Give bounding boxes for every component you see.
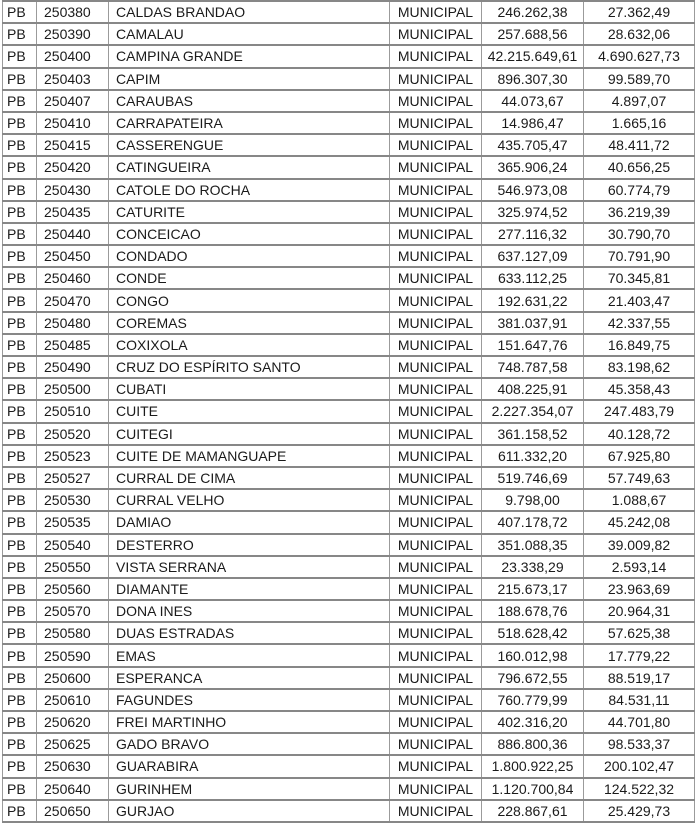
cell-state-code: PB <box>3 245 37 267</box>
cell-value-2: 60.774,79 <box>584 179 695 201</box>
table-row <box>3 578 695 600</box>
cell-municipality-name: GURJAO <box>109 800 390 822</box>
cell-sphere: MUNICIPAL <box>390 156 482 178</box>
cell-sphere: MUNICIPAL <box>390 23 482 45</box>
cell-value-1: 160.012,98 <box>482 644 584 666</box>
cell-value-2: 98.533,37 <box>584 733 695 755</box>
cell-state-code: PB <box>3 556 37 578</box>
cell-municipality-name: CONCEICAO <box>109 223 390 245</box>
cell-municipality-name: VISTA SERRANA <box>109 556 390 578</box>
table-row <box>3 68 695 90</box>
table-row <box>3 778 695 800</box>
cell-value-2: 57.625,38 <box>584 622 695 644</box>
cell-value-1: 633.112,25 <box>482 267 584 289</box>
cell-state-code: PB <box>3 378 37 400</box>
cell-state-code: PB <box>3 489 37 511</box>
cell-state-code: PB <box>3 733 37 755</box>
table-row <box>3 489 695 511</box>
cell-state-code: PB <box>3 534 37 556</box>
cell-sphere: MUNICIPAL <box>390 334 482 356</box>
table-row <box>3 556 695 578</box>
cell-sphere: MUNICIPAL <box>390 356 482 378</box>
cell-value-1: 518.628,42 <box>482 622 584 644</box>
cell-municipality-code: 250470 <box>37 289 109 311</box>
cell-sphere: MUNICIPAL <box>390 800 482 822</box>
cell-municipality-name: CONGO <box>109 289 390 311</box>
cell-municipality-name: CUITEGI <box>109 423 390 445</box>
cell-sphere: MUNICIPAL <box>390 445 482 467</box>
cell-municipality-code: 250415 <box>37 134 109 156</box>
table-row <box>3 223 695 245</box>
cell-municipality-name: ESPERANCA <box>109 667 390 689</box>
table-row <box>3 90 695 112</box>
cell-municipality-name: GURINHEM <box>109 778 390 800</box>
table-row <box>3 800 695 822</box>
table-row <box>3 755 695 777</box>
cell-sphere: MUNICIPAL <box>390 600 482 622</box>
cell-value-1: 896.307,30 <box>482 68 584 90</box>
table-row <box>3 733 695 755</box>
table-row <box>3 112 695 134</box>
cell-municipality-code: 250560 <box>37 578 109 600</box>
table-row <box>3 312 695 334</box>
cell-municipality-name: FAGUNDES <box>109 689 390 711</box>
cell-municipality-code: 250550 <box>37 556 109 578</box>
cell-state-code: PB <box>3 134 37 156</box>
cell-sphere: MUNICIPAL <box>390 733 482 755</box>
cell-sphere: MUNICIPAL <box>390 223 482 245</box>
cell-value-1: 637.127,09 <box>482 245 584 267</box>
table-row <box>3 179 695 201</box>
cell-value-1: 796.672,55 <box>482 667 584 689</box>
cell-value-1: 228.867,61 <box>482 800 584 822</box>
cell-state-code: PB <box>3 423 37 445</box>
table-row <box>3 445 695 467</box>
cell-sphere: MUNICIPAL <box>390 778 482 800</box>
cell-value-1: 435.705,47 <box>482 134 584 156</box>
table-body <box>3 1 695 822</box>
cell-sphere: MUNICIPAL <box>390 289 482 311</box>
cell-state-code: PB <box>3 312 37 334</box>
cell-municipality-code: 250450 <box>37 245 109 267</box>
cell-municipality-name: GUARABIRA <box>109 755 390 777</box>
cell-municipality-name: CUITE <box>109 400 390 422</box>
cell-value-1: 886.800,36 <box>482 733 584 755</box>
cell-value-1: 42.215.649,61 <box>482 45 584 67</box>
table-row <box>3 45 695 67</box>
cell-value-2: 28.632,06 <box>584 23 695 45</box>
table-row <box>3 644 695 666</box>
cell-value-1: 611.332,20 <box>482 445 584 467</box>
cell-municipality-code: 250410 <box>37 112 109 134</box>
table-row <box>3 534 695 556</box>
cell-value-1: 365.906,24 <box>482 156 584 178</box>
cell-municipality-name: CONDADO <box>109 245 390 267</box>
cell-sphere: MUNICIPAL <box>390 112 482 134</box>
table-row <box>3 622 695 644</box>
cell-state-code: PB <box>3 45 37 67</box>
cell-municipality-name: CALDAS BRANDAO <box>109 1 390 23</box>
cell-value-1: 188.678,76 <box>482 600 584 622</box>
cell-state-code: PB <box>3 179 37 201</box>
table-row <box>3 511 695 533</box>
cell-value-2: 23.963,69 <box>584 578 695 600</box>
cell-value-1: 351.088,35 <box>482 534 584 556</box>
cell-state-code: PB <box>3 23 37 45</box>
table-row <box>3 689 695 711</box>
cell-value-1: 246.262,38 <box>482 1 584 23</box>
cell-value-2: 36.219,39 <box>584 201 695 223</box>
cell-municipality-code: 250640 <box>37 778 109 800</box>
cell-municipality-code: 250380 <box>37 1 109 23</box>
cell-value-1: 192.631,22 <box>482 289 584 311</box>
cell-municipality-code: 250480 <box>37 312 109 334</box>
table-row <box>3 245 695 267</box>
cell-value-1: 546.973,08 <box>482 179 584 201</box>
cell-value-2: 40.128,72 <box>584 423 695 445</box>
cell-value-2: 45.358,43 <box>584 378 695 400</box>
cell-value-1: 407.178,72 <box>482 511 584 533</box>
cell-sphere: MUNICIPAL <box>390 312 482 334</box>
table-row <box>3 356 695 378</box>
cell-state-code: PB <box>3 622 37 644</box>
cell-state-code: PB <box>3 644 37 666</box>
table-row <box>3 156 695 178</box>
cell-municipality-name: CASSERENGUE <box>109 134 390 156</box>
cell-municipality-code: 250440 <box>37 223 109 245</box>
cell-sphere: MUNICIPAL <box>390 644 482 666</box>
cell-municipality-name: CRUZ DO ESPÍRITO SANTO <box>109 356 390 378</box>
cell-state-code: PB <box>3 755 37 777</box>
cell-value-1: 277.116,32 <box>482 223 584 245</box>
cell-municipality-name: CAPIM <box>109 68 390 90</box>
cell-value-2: 70.345,81 <box>584 267 695 289</box>
cell-municipality-code: 250420 <box>37 156 109 178</box>
cell-municipality-code: 250580 <box>37 622 109 644</box>
cell-sphere: MUNICIPAL <box>390 90 482 112</box>
cell-municipality-code: 250650 <box>37 800 109 822</box>
cell-state-code: PB <box>3 201 37 223</box>
cell-municipality-name: CATURITE <box>109 201 390 223</box>
table-row <box>3 201 695 223</box>
cell-sphere: MUNICIPAL <box>390 423 482 445</box>
cell-state-code: PB <box>3 356 37 378</box>
cell-municipality-name: CATINGUEIRA <box>109 156 390 178</box>
cell-municipality-name: CARAUBAS <box>109 90 390 112</box>
cell-value-2: 2.593,14 <box>584 556 695 578</box>
cell-municipality-name: CURRAL DE CIMA <box>109 467 390 489</box>
cell-value-2: 40.656,25 <box>584 156 695 178</box>
cell-state-code: PB <box>3 800 37 822</box>
cell-state-code: PB <box>3 68 37 90</box>
table-row <box>3 400 695 422</box>
cell-sphere: MUNICIPAL <box>390 179 482 201</box>
cell-value-1: 1.120.700,84 <box>482 778 584 800</box>
cell-sphere: MUNICIPAL <box>390 534 482 556</box>
cell-sphere: MUNICIPAL <box>390 667 482 689</box>
cell-value-1: 361.158,52 <box>482 423 584 445</box>
cell-municipality-name: CAMPINA GRANDE <box>109 45 390 67</box>
cell-municipality-code: 250530 <box>37 489 109 511</box>
cell-value-2: 1.088,67 <box>584 489 695 511</box>
cell-value-1: 402.316,20 <box>482 711 584 733</box>
cell-municipality-code: 250400 <box>37 45 109 67</box>
cell-municipality-code: 250430 <box>37 179 109 201</box>
cell-value-1: 9.798,00 <box>482 489 584 511</box>
cell-value-1: 760.779,99 <box>482 689 584 711</box>
table-row <box>3 423 695 445</box>
cell-value-2: 247.483,79 <box>584 400 695 422</box>
cell-value-2: 17.779,22 <box>584 644 695 666</box>
cell-value-2: 124.522,32 <box>584 778 695 800</box>
cell-municipality-code: 250485 <box>37 334 109 356</box>
cell-value-1: 14.986,47 <box>482 112 584 134</box>
cell-value-2: 88.519,17 <box>584 667 695 689</box>
cell-sphere: MUNICIPAL <box>390 45 482 67</box>
table-row <box>3 334 695 356</box>
cell-sphere: MUNICIPAL <box>390 511 482 533</box>
cell-sphere: MUNICIPAL <box>390 267 482 289</box>
cell-municipality-name: EMAS <box>109 644 390 666</box>
cell-municipality-name: COXIXOLA <box>109 334 390 356</box>
cell-municipality-code: 250490 <box>37 356 109 378</box>
cell-value-1: 2.227.354,07 <box>482 400 584 422</box>
cell-sphere: MUNICIPAL <box>390 622 482 644</box>
cell-municipality-name: CUITE DE MAMANGUAPE <box>109 445 390 467</box>
cell-municipality-code: 250590 <box>37 644 109 666</box>
cell-value-1: 748.787,58 <box>482 356 584 378</box>
cell-value-1: 215.673,17 <box>482 578 584 600</box>
table-row <box>3 1 695 23</box>
cell-value-2: 4.897,07 <box>584 90 695 112</box>
cell-municipality-code: 250520 <box>37 423 109 445</box>
cell-municipality-code: 250620 <box>37 711 109 733</box>
cell-sphere: MUNICIPAL <box>390 1 482 23</box>
cell-state-code: PB <box>3 511 37 533</box>
cell-sphere: MUNICIPAL <box>390 755 482 777</box>
cell-municipality-code: 250570 <box>37 600 109 622</box>
cell-municipality-code: 250600 <box>37 667 109 689</box>
cell-sphere: MUNICIPAL <box>390 578 482 600</box>
cell-state-code: PB <box>3 467 37 489</box>
cell-state-code: PB <box>3 1 37 23</box>
cell-state-code: PB <box>3 711 37 733</box>
cell-value-2: 44.701,80 <box>584 711 695 733</box>
cell-municipality-name: FREI MARTINHO <box>109 711 390 733</box>
cell-municipality-name: CONDE <box>109 267 390 289</box>
cell-state-code: PB <box>3 156 37 178</box>
cell-municipality-name: CAMALAU <box>109 23 390 45</box>
cell-value-2: 20.964,31 <box>584 600 695 622</box>
cell-value-1: 381.037,91 <box>482 312 584 334</box>
cell-state-code: PB <box>3 267 37 289</box>
cell-municipality-code: 250527 <box>37 467 109 489</box>
cell-sphere: MUNICIPAL <box>390 489 482 511</box>
cell-value-2: 45.242,08 <box>584 511 695 533</box>
cell-value-1: 23.338,29 <box>482 556 584 578</box>
cell-municipality-code: 250500 <box>37 378 109 400</box>
cell-municipality-code: 250610 <box>37 689 109 711</box>
cell-value-1: 44.073,67 <box>482 90 584 112</box>
cell-value-2: 1.665,16 <box>584 112 695 134</box>
cell-sphere: MUNICIPAL <box>390 378 482 400</box>
cell-value-1: 1.800.922,25 <box>482 755 584 777</box>
cell-municipality-code: 250523 <box>37 445 109 467</box>
cell-sphere: MUNICIPAL <box>390 245 482 267</box>
cell-sphere: MUNICIPAL <box>390 689 482 711</box>
cell-municipality-name: CARRAPATEIRA <box>109 112 390 134</box>
cell-state-code: PB <box>3 400 37 422</box>
cell-municipality-code: 250630 <box>37 755 109 777</box>
cell-state-code: PB <box>3 112 37 134</box>
municipalities-table <box>2 0 695 823</box>
cell-state-code: PB <box>3 334 37 356</box>
cell-value-2: 4.690.627,73 <box>584 45 695 67</box>
cell-municipality-code: 250407 <box>37 90 109 112</box>
cell-municipality-code: 250540 <box>37 534 109 556</box>
cell-state-code: PB <box>3 223 37 245</box>
cell-value-2: 67.925,80 <box>584 445 695 467</box>
table-row <box>3 134 695 156</box>
cell-municipality-code: 250625 <box>37 733 109 755</box>
cell-value-1: 325.974,52 <box>482 201 584 223</box>
cell-sphere: MUNICIPAL <box>390 201 482 223</box>
cell-value-2: 57.749,63 <box>584 467 695 489</box>
table-row <box>3 711 695 733</box>
cell-value-2: 200.102,47 <box>584 755 695 777</box>
table-row <box>3 667 695 689</box>
cell-value-1: 408.225,91 <box>482 378 584 400</box>
table-row <box>3 600 695 622</box>
cell-state-code: PB <box>3 778 37 800</box>
cell-municipality-name: CUBATI <box>109 378 390 400</box>
cell-value-2: 21.403,47 <box>584 289 695 311</box>
cell-state-code: PB <box>3 689 37 711</box>
cell-value-2: 30.790,70 <box>584 223 695 245</box>
table-row <box>3 467 695 489</box>
cell-state-code: PB <box>3 578 37 600</box>
cell-sphere: MUNICIPAL <box>390 467 482 489</box>
cell-municipality-code: 250403 <box>37 68 109 90</box>
cell-municipality-name: DUAS ESTRADAS <box>109 622 390 644</box>
cell-municipality-code: 250390 <box>37 23 109 45</box>
cell-value-2: 70.791,90 <box>584 245 695 267</box>
cell-state-code: PB <box>3 600 37 622</box>
cell-state-code: PB <box>3 667 37 689</box>
cell-value-2: 25.429,73 <box>584 800 695 822</box>
cell-state-code: PB <box>3 90 37 112</box>
cell-municipality-name: COREMAS <box>109 312 390 334</box>
cell-municipality-name: DONA INES <box>109 600 390 622</box>
cell-value-2: 99.589,70 <box>584 68 695 90</box>
cell-municipality-code: 250435 <box>37 201 109 223</box>
cell-value-1: 151.647,76 <box>482 334 584 356</box>
cell-municipality-name: DIAMANTE <box>109 578 390 600</box>
cell-municipality-code: 250460 <box>37 267 109 289</box>
cell-value-2: 48.411,72 <box>584 134 695 156</box>
cell-value-1: 519.746,69 <box>482 467 584 489</box>
cell-value-2: 16.849,75 <box>584 334 695 356</box>
cell-sphere: MUNICIPAL <box>390 711 482 733</box>
cell-sphere: MUNICIPAL <box>390 134 482 156</box>
cell-sphere: MUNICIPAL <box>390 68 482 90</box>
table-row <box>3 289 695 311</box>
table-row <box>3 378 695 400</box>
table-row <box>3 23 695 45</box>
cell-municipality-code: 250535 <box>37 511 109 533</box>
cell-municipality-code: 250510 <box>37 400 109 422</box>
cell-value-1: 257.688,56 <box>482 23 584 45</box>
cell-value-2: 39.009,82 <box>584 534 695 556</box>
cell-value-2: 42.337,55 <box>584 312 695 334</box>
cell-sphere: MUNICIPAL <box>390 400 482 422</box>
cell-municipality-name: DAMIAO <box>109 511 390 533</box>
cell-value-2: 84.531,11 <box>584 689 695 711</box>
cell-value-2: 83.198,62 <box>584 356 695 378</box>
cell-municipality-name: CATOLE DO ROCHA <box>109 179 390 201</box>
cell-municipality-name: GADO BRAVO <box>109 733 390 755</box>
cell-sphere: MUNICIPAL <box>390 556 482 578</box>
cell-municipality-name: DESTERRO <box>109 534 390 556</box>
cell-state-code: PB <box>3 289 37 311</box>
cell-state-code: PB <box>3 445 37 467</box>
cell-municipality-name: CURRAL VELHO <box>109 489 390 511</box>
table-row <box>3 267 695 289</box>
cell-value-2: 27.362,49 <box>584 1 695 23</box>
